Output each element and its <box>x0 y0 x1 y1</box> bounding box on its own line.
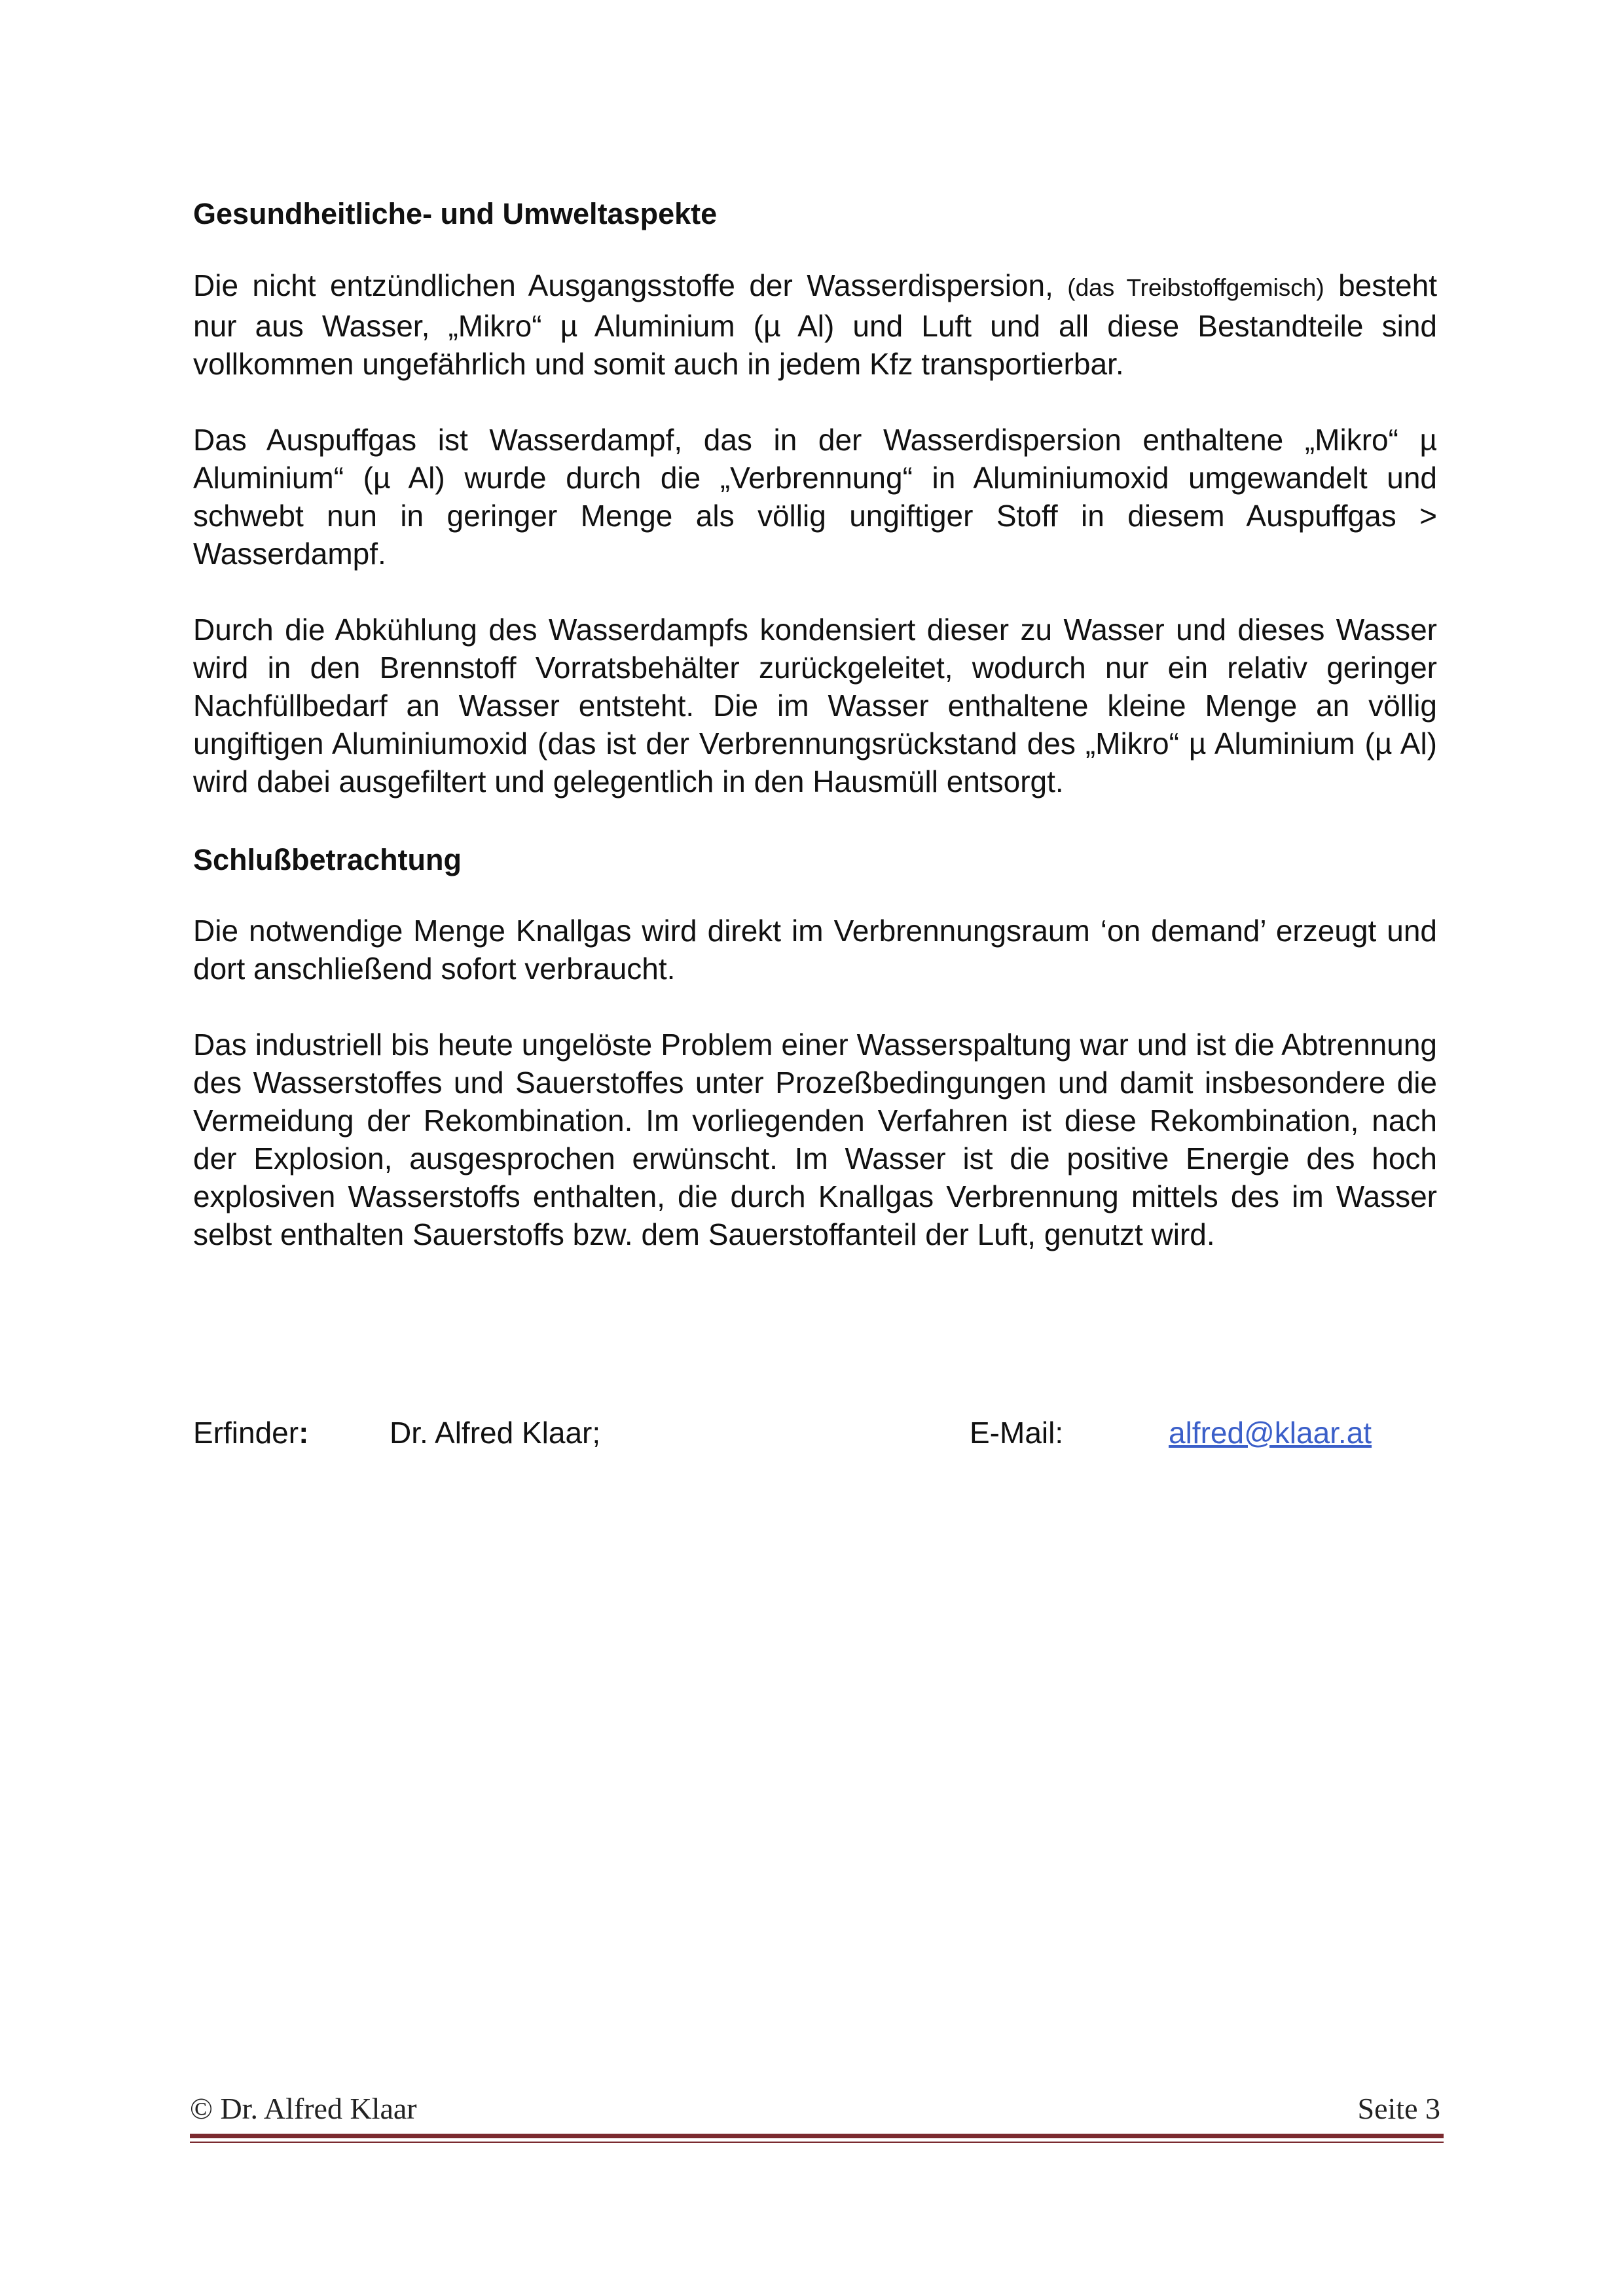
inventor-name: Dr. Alfred Klaar; <box>390 1416 601 1450</box>
email-label: E-Mail: <box>970 1416 1064 1450</box>
paragraph-health-1-note: (das Treibstoffgemisch) <box>1067 274 1324 301</box>
paragraph-conclusion-1: Die notwendige Menge Knallgas wird direkt im Verbrennungsraum ‘on demand’ erzeugt und dort anschließend sofort verbraucht. <box>193 914 1437 986</box>
footer-page-number: Seite 3 <box>1357 2092 1440 2125</box>
paragraph-health-1 <box>193 266 1437 383</box>
main-content <box>193 190 1437 1253</box>
paragraph-health-1-main: Die nicht entzündlichen Ausgangsstoffe der Wasserdispersion, <box>193 268 1068 302</box>
paragraph-health-3: Durch die Abkühlung des Wasserdampfs kondensiert dieser zu Wasser und dieses Wasser wird in den Brennstoff Vorratsbehälter zurückgeleitet, wodurch nur ein relativ geringer Nachfüllbedarf an Wasser entsteht. Die im Wasser enthaltene kleine Menge an völlig ungiftigen Aluminiumoxid (das ist der Verbrennungsrückstand des „Mikro“ µ Aluminium (µ Al) wird dabei ausgefiltert und gelegentlich in den Hausmüll entsorgt. <box>193 612 1437 798</box>
inventor-label-colon: : <box>299 1416 309 1450</box>
contact-line <box>193 1415 1437 1461</box>
inventor-label-text: Erfinder <box>193 1416 299 1450</box>
footer-copyright: © Dr. Alfred Klaar <box>190 2092 417 2125</box>
paragraph-conclusion-2: Das industriell bis heute ungelöste Problem einer Wasserspaltung war und ist die Abtrennung des Wasserstoffes und Sauerstoffes unter Prozeßbedingungen und damit insbesondere die Vermeidung der Rekombination. Im vorliegenden Verfahren ist diese Rekombination, nach der Explosion, ausgesprochen erwünscht. Im Wasser ist die positive Energie des hoch explosiven Wasserstoffs enthalten, die durch Knallgas Verbrennung mittels des im Wasser selbst enthalten Sauerstoffs bzw. dem Sauerstoffanteil der Luft, genutzt wird. <box>193 1028 1437 1251</box>
section-heading-conclusion: Schlußbetrachtung <box>193 842 462 876</box>
footer-rule-thin <box>190 2142 1444 2143</box>
section-heading-health: Gesundheitliche- und Umweltaspekte <box>193 197 718 230</box>
paragraph-health-2: Das Auspuffgas ist Wasserdampf, das in der Wasserdispersion enthaltene „Mikro“ µ Aluminium“ (µ Al) wurde durch die „Verbrennung“ in Aluminiumoxid umgewandelt und schwebt nun in geringer Menge als völlig ungiftiger Stoff in diesem Auspuffgas > Wasserdampf. <box>193 422 1437 571</box>
inventor-label <box>193 1415 308 1450</box>
email-link[interactable]: alfred@klaar.at <box>1169 1416 1372 1450</box>
paragraph-health-1-rest: besteht nur aus Wasser, „Mikro“ µ Aluminium (µ Al) und Luft und all diese Bestandteile sind vollkommen ungefährlich und somit auch in jedem Kfz transportierbar. <box>193 268 1437 381</box>
footer-rule-thick <box>190 2134 1444 2138</box>
